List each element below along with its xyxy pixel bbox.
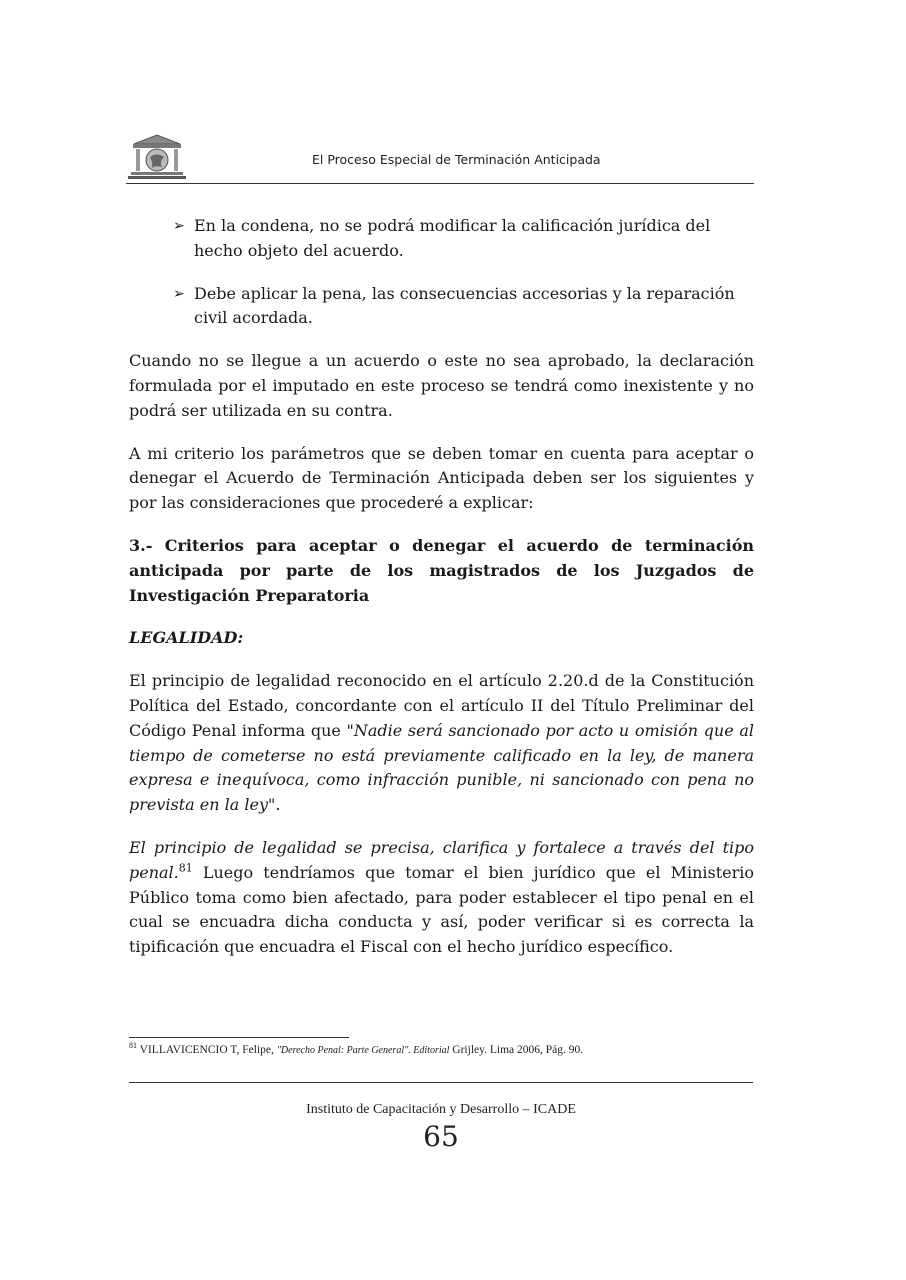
header-divider [126,183,754,184]
footnote-author: VILLAVICENCIO T, Felipe, [139,1044,274,1056]
paragraph: Cuando no se llegue a un acuerdo o este no sea aprobado, la declaración formulada por el imputado en este proceso se tendrá como inexistente y no podrá ser utilizada en su contra. [129,351,754,420]
subsection-heading: LEGALIDAD: [129,628,244,648]
bullet-item [129,214,754,264]
bullet-arrow-icon: ➢ [173,218,185,234]
page-body [129,214,754,978]
bullet-text: En la condena, no se podrá modificar la calificación jurídica del hecho objeto del acuerdo. [194,216,711,260]
footnote-reference[interactable]: 81 [178,861,193,875]
paragraph-text: Luego tendríamos que tomar el bien jurídico que el Ministerio Público toma como bien afectado, para poder establecer el tipo penal en el cual se encuadra dicha conducta y así, poder verificar si es correcta la tipificación que encuadra el Fiscal con el hecho jurídico específico. [129,862,754,957]
bullet-text: Debe aplicar la pena, las consecuencias accesorias y la reparación civil acordada. [194,283,735,328]
footer-institute: Instituto de Capacitación y Desarrollo – ICADE [306,1102,576,1117]
section-heading: 3.- Criterios para aceptar o denegar el acuerdo de terminación anticipada por parte de los magistrados de los Juzgados de Investigación Preparatoria [129,535,754,605]
running-header-title: El Proceso Especial de Terminación Anticipada [312,152,601,167]
bullet-item [129,282,754,332]
paragraph-text: . [275,795,281,815]
footnote [129,1041,754,1056]
footnote-number: 81 [129,1041,137,1051]
page-number: 65 [423,1120,459,1153]
footnote-divider [129,1037,349,1038]
legal-quote: "Nadie será sancionado por acto u omisión que al tiempo de cometerse no está previamente calificado en la ley, de manera expresa e inequívoca, como infracción punible, ni sancionado con pena no prevista en la ley" [129,720,754,815]
icade-logo-icon [126,132,188,182]
footer-divider [129,1082,753,1083]
italic-sentence: El principio de legalidad se precisa, clarifica y fortalece a través del tipo penal. [129,837,754,882]
paragraph-text: El principio de legalidad reconocido en el artículo 2.20.d de la Constitución Política del Estado, concordante con el artículo II del Título Preliminar del Código Penal informa que [129,671,754,740]
footnote-book-title: "Derecho Penal: Parte General". Editorial [276,1045,450,1056]
paragraph: A mi criterio los parámetros que se deben tomar en cuenta para aceptar o denegar el Acuerdo de Terminación Anticipada deben ser los siguientes y por las consideraciones que procederé a explicar: [129,443,754,513]
paragraph [129,836,754,960]
footnote-publisher: Grijley. Lima 2006, Pág. 90. [452,1044,584,1056]
paragraph [129,669,754,818]
bullet-arrow-icon: ➢ [173,285,185,302]
page-header [126,130,754,186]
